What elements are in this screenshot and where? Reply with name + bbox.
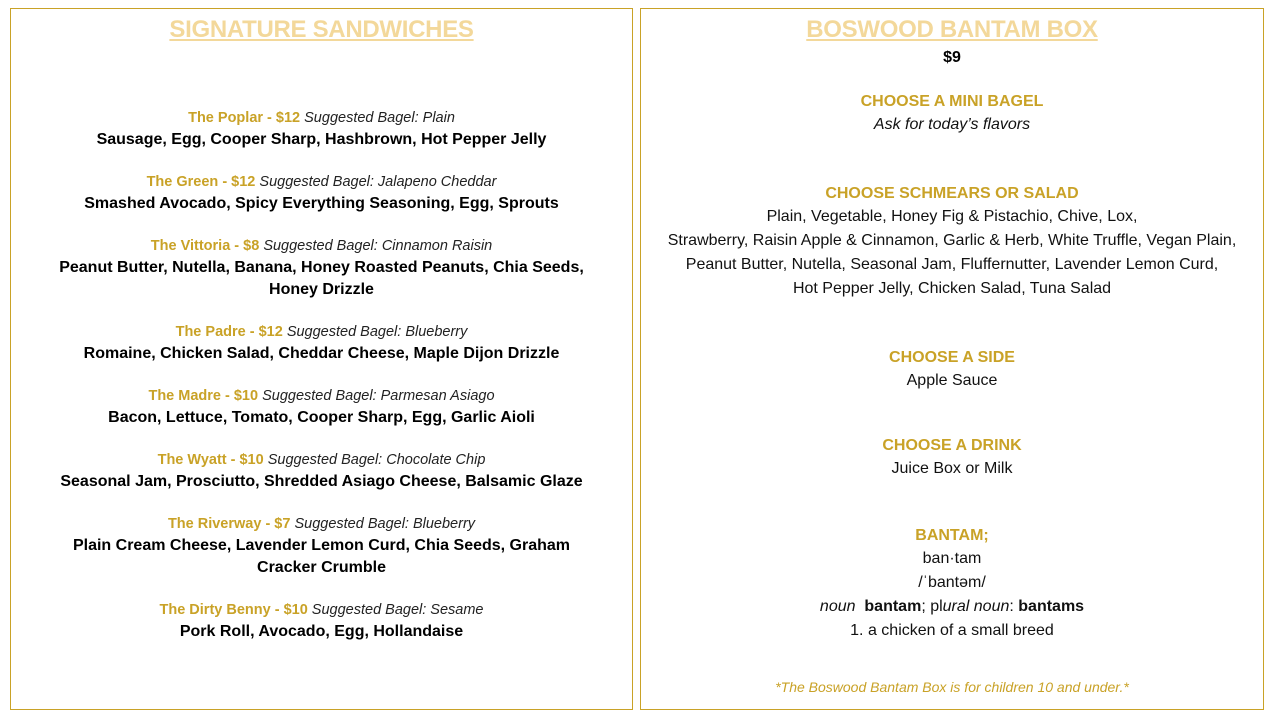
sandwich-ingredients: Pork Roll, Avocado, Egg, Hollandaise [179,623,464,640]
sandwich-name: The Madre - $10 [148,388,259,404]
age-footnote: *The Boswood Bantam Box is for children 10 and under.* [775,679,1129,695]
sandwich-ingredients: Plain Cream Cheese, Lavender Lemon Curd, Chia Seeds, Graham Cracker Crumble [72,537,571,576]
side-option: Apple Sauce [906,372,998,389]
choose-drink-section [641,435,1263,481]
bantam-box-title: BOSWOOD BANTAM BOX [806,16,1098,43]
sandwich-item [11,599,632,643]
choose-bagel-section [641,91,1263,137]
bantam-box-price: $9 [943,49,961,66]
sandwich-name: The Dirty Benny - $10 [159,602,308,618]
choose-bagel-heading: CHOOSE A MINI BAGEL [860,93,1044,110]
signature-sandwiches-title: SIGNATURE SANDWICHES [169,16,474,43]
suggested-bagel: Suggested Bagel: Sesame [311,602,484,618]
sandwich-name: The Vittoria - $8 [150,238,260,254]
sandwich-item [11,321,632,365]
sandwich-item [11,449,632,493]
sandwich-ingredients: Sausage, Egg, Cooper Sharp, Hashbrown, Hot Pepper Jelly [96,131,547,148]
suggested-bagel: Suggested Bagel: Parmesan Asiago [262,388,495,404]
sandwich-list [11,107,632,643]
choose-side-section [641,347,1263,393]
plural-noun-label: ural noun [942,598,1010,615]
suggested-bagel: Suggested Bagel: Plain [304,110,455,126]
bantam-forms [641,595,1263,619]
sandwich-item [11,235,632,301]
bantam-heading: BANTAM; [915,527,989,544]
sandwich-name: The Green - $12 [146,174,256,190]
schmears-line: Strawberry, Raisin Apple & Cinnamon, Garlic & Herb, White Truffle, Vegan Plain, [667,232,1237,249]
sandwich-ingredients: Seasonal Jam, Prosciutto, Shredded Asiago Cheese, Balsamic Glaze [60,473,583,490]
sandwich-ingredients: Peanut Butter, Nutella, Banana, Honey Roasted Peanuts, Chia Seeds, Honey Drizzle [59,259,584,298]
sandwich-name: The Riverway - $7 [167,516,291,532]
suggested-bagel: Suggested Bagel: Cinnamon Raisin [263,238,493,254]
choose-side-heading: CHOOSE A SIDE [889,349,1015,366]
suggested-bagel: Suggested Bagel: Chocolate Chip [267,452,486,468]
sandwich-item [11,107,632,151]
bantam-box-panel [640,8,1264,710]
bagel-flavors-note: Ask for today’s flavors [873,116,1031,133]
plural-form: bantams [1018,598,1085,615]
suggested-bagel: Suggested Bagel: Jalapeno Cheddar [259,174,497,190]
sandwich-ingredients: Romaine, Chicken Salad, Cheddar Cheese, Maple Dijon Drizzle [83,345,560,362]
bantam-pronunciation: /ˈbantəm/ [918,574,986,591]
suggested-bagel: Suggested Bagel: Blueberry [294,516,476,532]
schmears-line: Plain, Vegetable, Honey Fig & Pistachio, Chive, Lox, [766,208,1138,225]
signature-sandwiches-panel [10,8,633,710]
bantam-syllables: ban·tam [922,550,982,567]
sandwich-ingredients: Bacon, Lettuce, Tomato, Cooper Sharp, Egg, Garlic Aioli [108,409,535,426]
sandwich-name: The Wyatt - $10 [157,452,264,468]
bantam-meaning: 1. a chicken of a small breed [850,622,1054,639]
singular-form: bantam [864,598,922,615]
sandwich-name: The Padre - $12 [175,324,283,340]
noun-label: noun [819,598,856,615]
choose-drink-heading: CHOOSE A DRINK [882,437,1022,454]
drink-options: Juice Box or Milk [891,460,1013,477]
choose-schmears-heading: CHOOSE SCHMEARS OR SALAD [825,185,1079,202]
choose-schmears-section [641,183,1263,301]
sandwich-name: The Poplar - $12 [188,110,301,126]
sandwich-ingredients: Smashed Avocado, Spicy Everything Seasoning, Egg, Sprouts [84,195,559,212]
plural-separator: ; pl [921,598,943,615]
sandwich-item [11,171,632,215]
schmears-line: Peanut Butter, Nutella, Seasonal Jam, Fluffernutter, Lavender Lemon Curd, [685,256,1219,273]
bantam-definition [641,525,1263,643]
schmears-line: Hot Pepper Jelly, Chicken Salad, Tuna Salad [792,280,1112,297]
sandwich-item [11,513,632,579]
suggested-bagel: Suggested Bagel: Blueberry [286,324,468,340]
colon: : [1009,598,1019,615]
sandwich-item [11,385,632,429]
